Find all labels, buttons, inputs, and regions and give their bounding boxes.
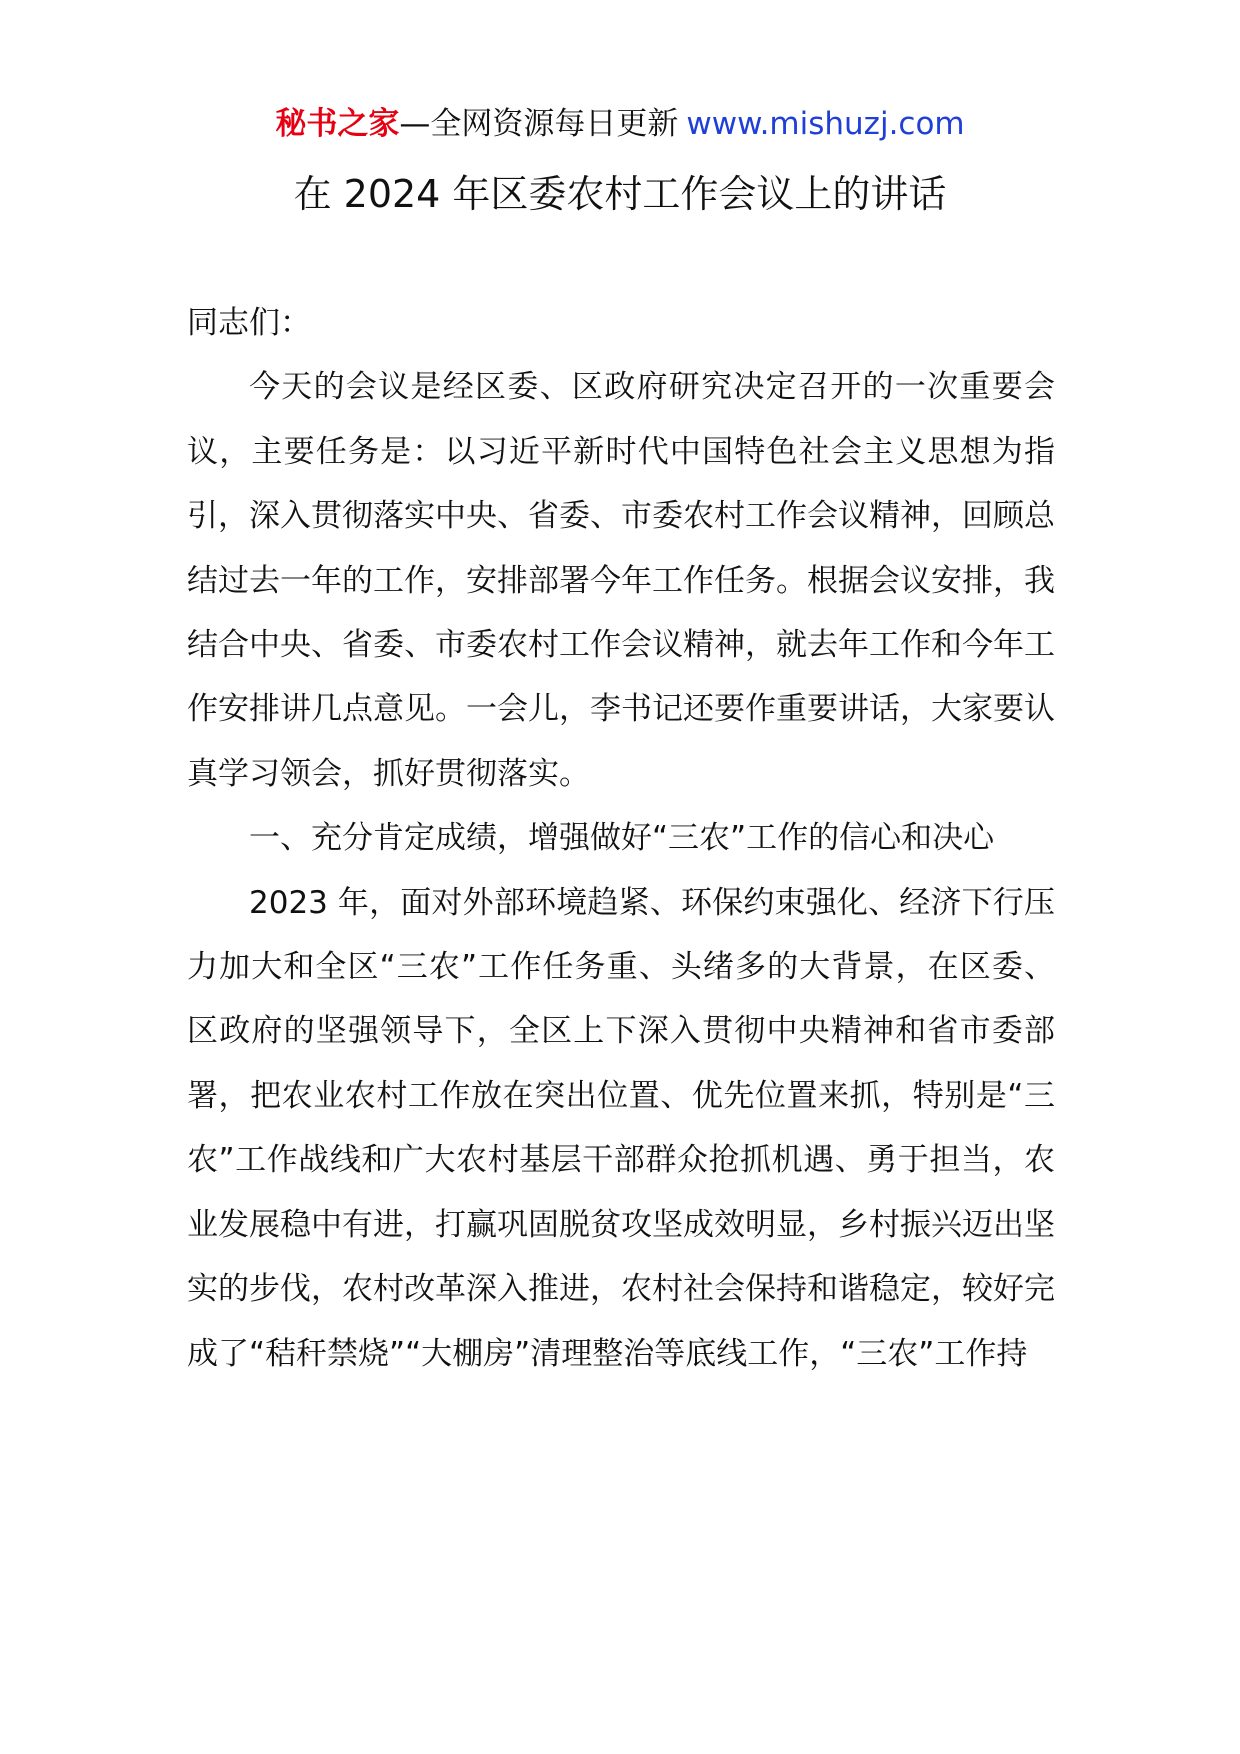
site-url-link[interactable]: www.mishuzj.com <box>686 106 965 142</box>
paragraph-intro: 今天的会议是经区委、区政府研究决定召开的一次重要会议，主要任务是：以习近平新时代中国特色社会主义思想为指引，深入贯彻落实中央、省委、市委农村工作会议精神，回顾总结过去一年的工作，安排部署今年工作任务。根据会议安排，我结合中央、省委、市委农村工作会议精神，就去年工作和今年工作安排讲几点意见。一会儿，李书记还要作重要讲话，大家要认真学习领会，抓好贯彻落实。 <box>187 369 1055 792</box>
brand-name: 秘书之家 <box>275 106 400 142</box>
paragraph-achievements: 2023 年，面对外部环境趋紧、环保约束强化、经济下行压力加大和全区“三农”工作任务重、头绪多的大背景，在区委、区政府的坚强领导下，全区上下深入贯彻中央精神和省市委部署，把农业农村工作放在突出位置、优先位置来抓，特别是“三农”工作战线和广大农村基层干部群众抢抓机遇、勇于担当，农业发展稳中有进，打赢巩固脱贫攻坚成效明显，乡村振兴迈出坚实的步伐，农村改革深入推进，农村社会保持和谐稳定，较好完成了“秸秆禁烧”“大棚房”清理整治等底线工作，“三农”工作持 <box>187 884 1055 1372</box>
salutation: 同志们： <box>187 305 311 341</box>
document-body <box>187 291 1055 1386</box>
site-header <box>0 102 1240 146</box>
section-heading-1: 一、充分肯定成绩，增强做好“三农”工作的信心和决心 <box>249 820 995 857</box>
document-title: 在 2024 年区委农村工作会议上的讲话 <box>293 172 947 216</box>
header-tagline: —全网资源每日更新 <box>399 106 679 142</box>
